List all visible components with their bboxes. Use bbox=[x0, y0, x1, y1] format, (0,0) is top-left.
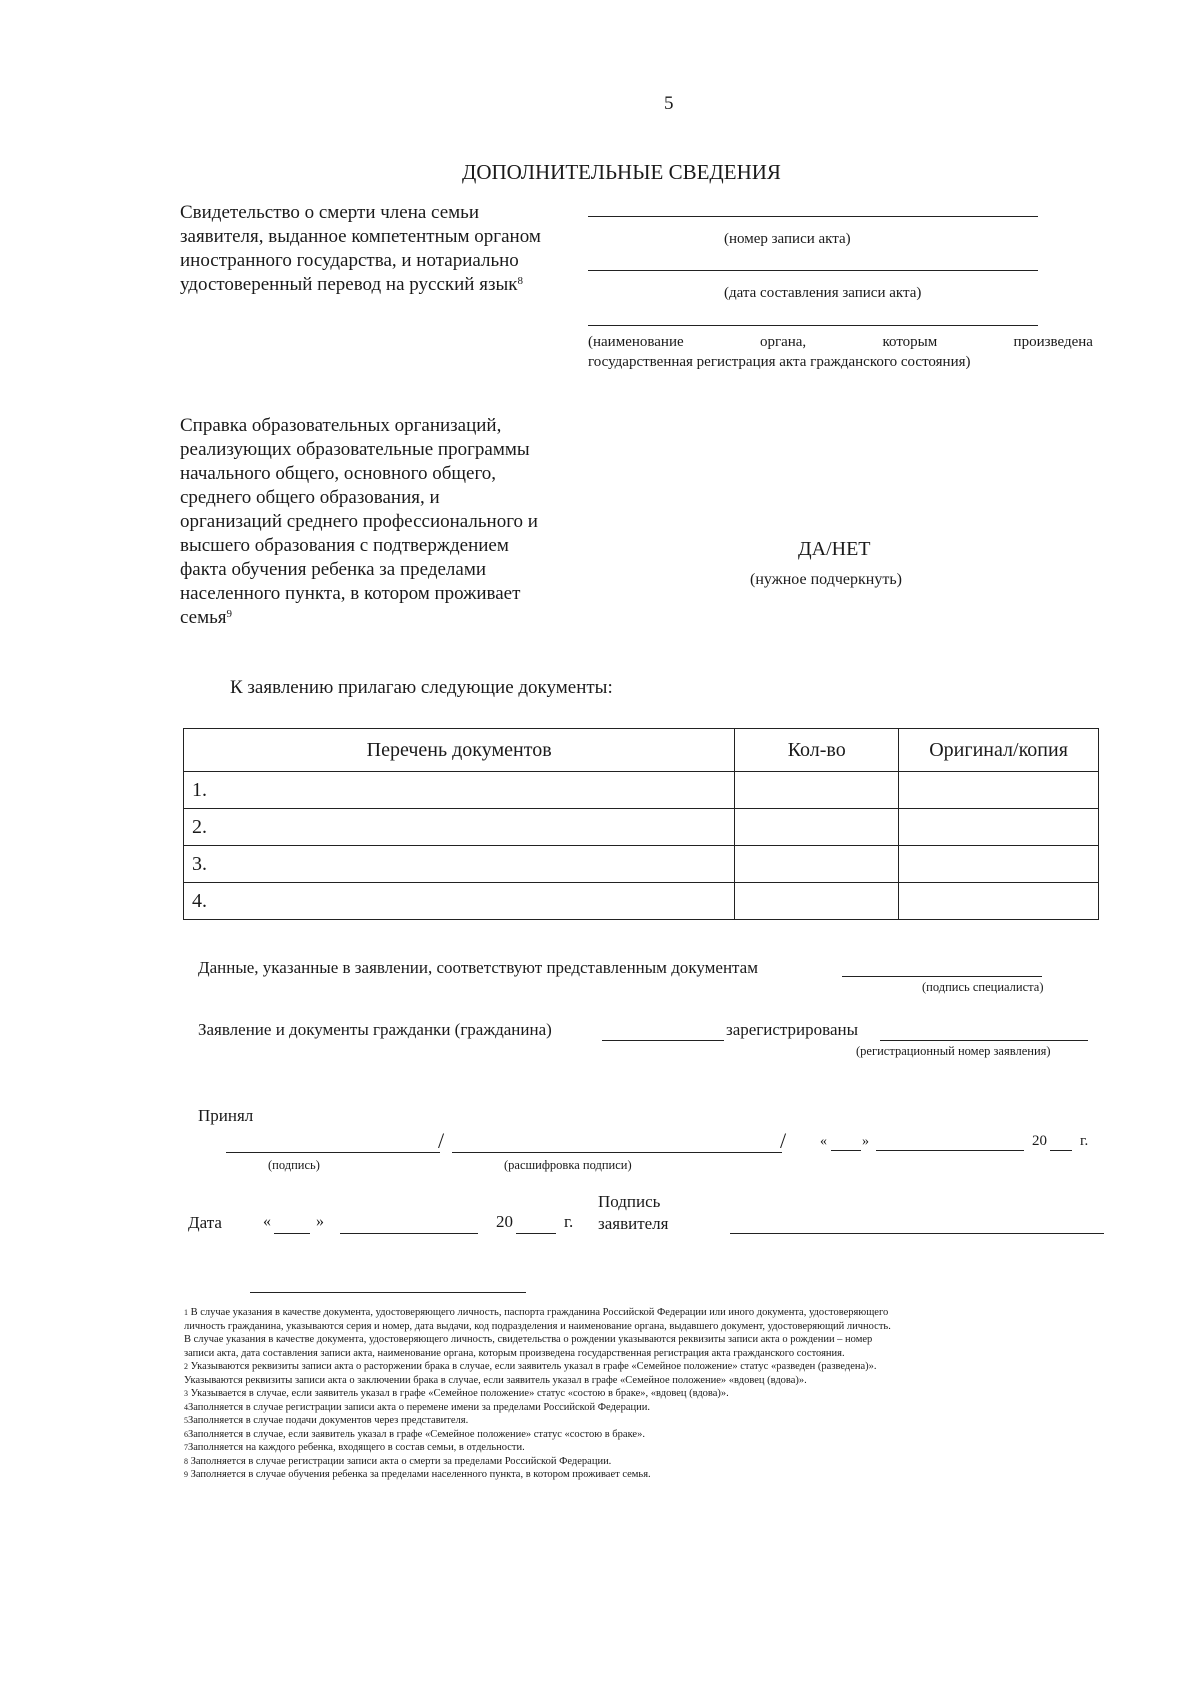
footnote: $^9$ Заполняется в случае обучения ребенка за пределами населенного пункта, в котором проживает семья. bbox=[184, 1469, 651, 1480]
footnote: $^5$Заполняется в случае подачи документов через представителя. bbox=[184, 1415, 469, 1426]
table-cell[interactable]: 2. bbox=[184, 809, 735, 846]
table-row bbox=[184, 772, 1099, 809]
registration-number-line[interactable] bbox=[880, 1040, 1088, 1041]
quote-open: « bbox=[263, 1213, 271, 1230]
footnote-ref: 9 bbox=[226, 608, 233, 620]
signature-caption: (подпись) bbox=[268, 1158, 320, 1172]
slash-separator: / bbox=[438, 1128, 445, 1153]
table-cell[interactable]: 1. bbox=[184, 772, 735, 809]
label-line: удостоверенный перевод на русский язык$^8$ bbox=[180, 274, 523, 295]
footnote: $^4$Заполняется в случае регистрации записи акта о перемене имени за пределами Российской Федерации. bbox=[184, 1401, 650, 1413]
specialist-signature-caption: (подпись специалиста) bbox=[922, 980, 1044, 994]
slash-separator: / bbox=[780, 1128, 787, 1153]
footnote-separator bbox=[250, 1292, 526, 1293]
table-cell[interactable] bbox=[899, 772, 1099, 809]
footnotes bbox=[184, 1306, 1104, 1482]
record-number-caption: (номер записи акта) bbox=[724, 231, 851, 247]
footnote: личность гражданина, указываются серия и номер, дата выдачи, код подразделения и наименование органа, выдавшего документ, удостоверяющий личность. bbox=[184, 1320, 891, 1332]
applicant-signature-line[interactable] bbox=[730, 1233, 1104, 1234]
citizen-name-line[interactable] bbox=[602, 1040, 724, 1041]
accepted-decode-line[interactable] bbox=[452, 1152, 782, 1153]
authority-caption: (наименование органа, которым произведена bbox=[588, 334, 1093, 350]
accepted-month-line[interactable] bbox=[876, 1150, 1024, 1151]
quote-open: « bbox=[820, 1134, 827, 1149]
table-row bbox=[184, 809, 1099, 846]
label-line: Свидетельство о смерти члена семьи bbox=[180, 202, 480, 223]
record-number-line[interactable] bbox=[588, 216, 1038, 217]
table-cell[interactable]: 4. bbox=[184, 883, 735, 920]
year-prefix: 20 bbox=[1032, 1133, 1047, 1149]
page-title: ДОПОЛНИТЕЛЬНЫЕ СВЕДЕНИЯ bbox=[462, 160, 781, 184]
authority-caption-line2: государственная регистрация акта гражданского состояния) bbox=[588, 354, 971, 370]
label-line: семья$^9$ bbox=[180, 607, 233, 628]
record-date-line[interactable] bbox=[588, 270, 1038, 271]
label-line: организаций среднего профессионального и bbox=[180, 511, 538, 532]
accepted-signature-line[interactable] bbox=[226, 1152, 440, 1153]
label-line: среднего общего образования, и bbox=[180, 487, 440, 508]
footnote: Указываются реквизиты записи акта о заключении брака в случае, если заявитель указал в графе «Семейное положение» «вдовец (вдова)». bbox=[184, 1374, 807, 1386]
table-cell[interactable] bbox=[735, 846, 899, 883]
death-certificate-label bbox=[180, 201, 541, 297]
table-cell[interactable] bbox=[899, 883, 1099, 920]
table-row bbox=[184, 846, 1099, 883]
footnote: $^6$Заполняется в случае, если заявитель указал в графе «Семейное положение» статус «состою в браке». bbox=[184, 1428, 645, 1440]
record-date-caption: (дата составления записи акта) bbox=[724, 285, 922, 301]
table-cell[interactable]: 3. bbox=[184, 846, 735, 883]
attachments-intro: К заявлению прилагаю следующие документы: bbox=[230, 677, 613, 698]
accepted-year-line[interactable] bbox=[1050, 1150, 1072, 1151]
label-line: населенного пункта, в котором проживает bbox=[180, 583, 521, 604]
table-cell[interactable] bbox=[735, 883, 899, 920]
accepted-label: Принял bbox=[198, 1106, 254, 1125]
table-cell[interactable] bbox=[899, 809, 1099, 846]
column-header: Оригинал/копия bbox=[899, 729, 1099, 772]
year-suffix: г. bbox=[1080, 1133, 1089, 1149]
footnote: $^7$Заполняется на каждого ребенка, входящего в состав семьи, в отдельности. bbox=[184, 1442, 525, 1453]
documents-table bbox=[183, 728, 1099, 920]
table-row bbox=[184, 883, 1099, 920]
date-day-line[interactable] bbox=[274, 1233, 310, 1234]
footnote: $^1$ В случае указания в качестве документа, удостоверяющего личность, паспорта гражданина Российской Федерации или иного документа, удостоверяющего bbox=[184, 1307, 889, 1318]
specialist-signature-line[interactable] bbox=[842, 976, 1042, 977]
authority-line[interactable] bbox=[588, 325, 1038, 326]
date-year-line[interactable] bbox=[516, 1233, 556, 1234]
label-line: высшего образования с подтверждением bbox=[180, 535, 509, 556]
registration-number-caption: (регистрационный номер заявления) bbox=[856, 1044, 1051, 1058]
decode-caption: (расшифровка подписи) bbox=[504, 1158, 632, 1172]
column-header: Перечень документов bbox=[184, 729, 735, 772]
year-prefix: 20 bbox=[496, 1212, 513, 1231]
table-cell[interactable] bbox=[899, 846, 1099, 883]
table-cell[interactable] bbox=[735, 772, 899, 809]
registration-text-before: Заявление и документы гражданки (гражданина) bbox=[198, 1020, 552, 1039]
applicant-signature-label: Подпись заявителя bbox=[598, 1192, 669, 1233]
footnote: В случае указания в качестве документа, удостоверяющего личность, свидетельства о рождении указываются реквизиты записи акта о рождении – номер bbox=[184, 1334, 873, 1345]
accepted-day-line[interactable] bbox=[831, 1150, 861, 1151]
table-cell[interactable] bbox=[735, 809, 899, 846]
education-certificate-label bbox=[180, 414, 538, 630]
quote-close: » bbox=[316, 1213, 324, 1230]
verification-text: Данные, указанные в заявлении, соответствуют представленным документам bbox=[198, 958, 758, 977]
year-suffix: г. bbox=[564, 1212, 574, 1231]
footnote: $^2$ Указываются реквизиты записи акта о расторжении брака в случае, если заявитель указал в графе «Семейное положение» статус «разведен (разведена)». bbox=[184, 1361, 877, 1372]
answer-hint: (нужное подчеркнуть) bbox=[750, 571, 902, 588]
label-line: Справка образовательных организаций, bbox=[180, 415, 502, 436]
label-line: факта обучения ребенка за пределами bbox=[180, 559, 487, 580]
label-line: заявителя, выданное компетентным органом bbox=[180, 226, 541, 247]
page-number: 5 bbox=[664, 93, 674, 114]
registration-text-after: зарегистрированы bbox=[726, 1020, 859, 1039]
column-header: Кол-во bbox=[735, 729, 899, 772]
date-month-line[interactable] bbox=[340, 1233, 478, 1234]
date-label: Дата bbox=[188, 1213, 222, 1232]
footnote-ref: 8 bbox=[517, 275, 523, 287]
label-line: начального общего, основного общего, bbox=[180, 463, 497, 484]
table-header-row bbox=[184, 729, 1099, 772]
footnote: записи акта, дата составления записи акта, наименование органа, которым произведена государственная регистрация акта гражданского состояния. bbox=[184, 1347, 845, 1359]
footnote: $^3$ Указывается в случае, если заявитель указал в графе «Семейное положение» статус «состою в браке», «вдовец (вдова)». bbox=[184, 1388, 729, 1399]
label-line: реализующих образовательные программы bbox=[180, 439, 530, 460]
quote-close: » bbox=[862, 1134, 869, 1149]
label-line: иностранного государства, и нотариально bbox=[180, 250, 519, 271]
yes-no-answer[interactable]: ДА/НЕТ bbox=[798, 538, 871, 560]
footnote: $^8$ Заполняется в случае регистрации записи акта о смерти за пределами Российской Федерации. bbox=[184, 1455, 612, 1467]
